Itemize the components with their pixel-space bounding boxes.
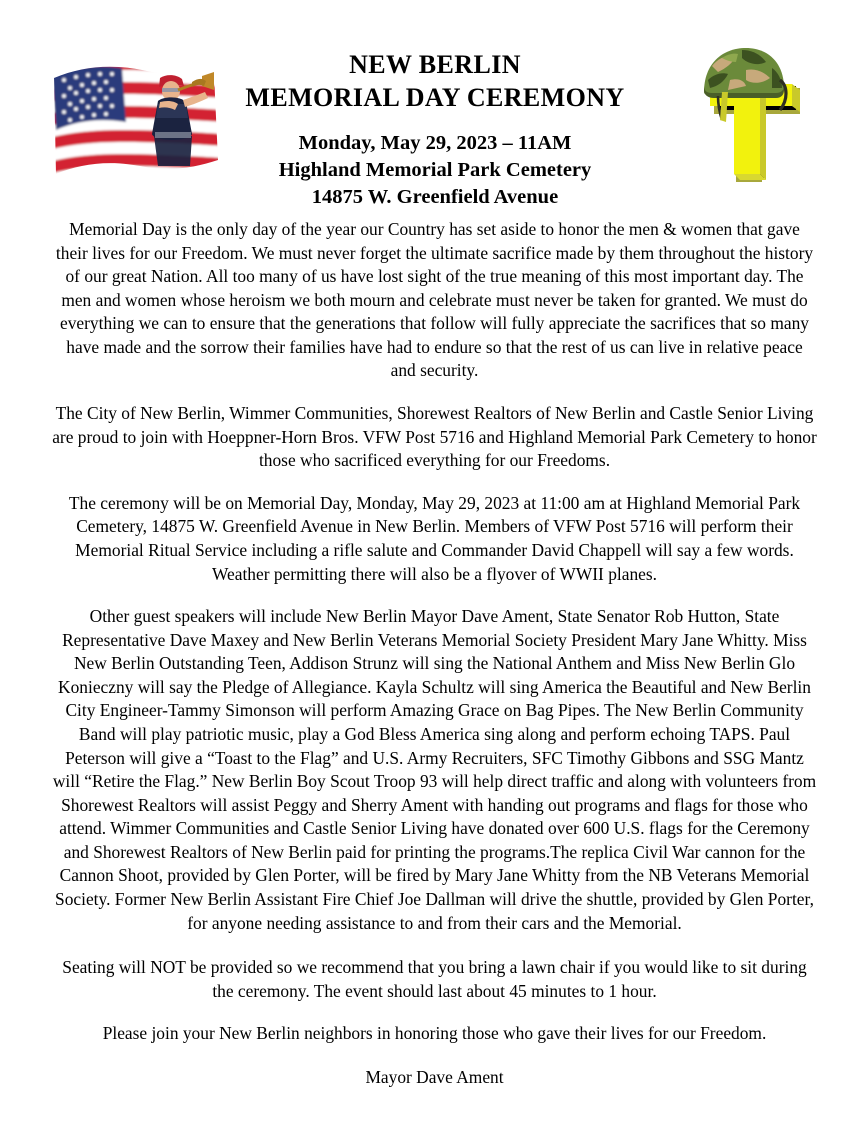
flyer-header — [0, 0, 867, 209]
flyer-body — [52, 218, 817, 1090]
event-datetime: Monday, May 29, 2023 – 11AM — [298, 132, 572, 155]
paragraph-closing-invitation: Please join your New Berlin neighbors in honoring those who gave their lives for our Freedom. — [102, 1023, 767, 1044]
flag-stripes — [42, 48, 224, 196]
paragraph-intro: Memorial Day is the only day of the year our Country has set aside to honor the men & women that gave their lives for our Freedom. We must never forget the ultimate sacrifice made by them throughout the history of our great Nation. All too many of us have lost sight of the true meaning of this most important day. The men and women whose heroism we both mourn and celebrate must never be taken for granted. We must do everything we can to ensure that the generations that follow will fully appreciate the sacrifices that so many have made and the sorrow their families have had to endure so that the rest of us can live in relative peace and security. — [55, 219, 814, 381]
paragraph-ceremony-details: The ceremony will be on Memorial Day, Monday, May 29, 2023 at 11:00 am at Highland Memorial Park Cemetery, 14875 W. Greenfield Avenue in New Berlin. Members of VFW Post 5716 will perform their Memorial Ritual Service including a rifle salute and Commander David Chappell will say a few words. Weather permitting there will also be a flyover of WWII planes. — [68, 492, 801, 584]
american-flag-with-bugler-image — [42, 48, 224, 196]
header-subtitle-block — [200, 130, 670, 211]
event-venue: Highland Memorial Park Cemetery — [278, 159, 592, 182]
paragraph-sponsors: The City of New Berlin, Wimmer Communities, Shorewest Realtors of New Berlin and Castle Senior Living are proud to join with Hoeppner-Horn Bros. VFW Post 5716 and Highland Memorial Park Cemetery to honor those who sacrificed everything for our Freedoms. — [52, 403, 817, 471]
page-title-line-1: NEW BERLIN — [349, 50, 521, 79]
helmet-on-cross-image — [688, 40, 824, 192]
paragraph-seating-notice: Seating will NOT be provided so we recommend that you bring a lawn chair if you would like to sit during the ceremony. The event should last about 45 minutes to 1 hour. — [62, 957, 807, 1001]
page-title-line-2: MEMORIAL DAY CEREMONY — [245, 83, 625, 113]
paragraph-guest-speakers: Other guest speakers will include New Berlin Mayor Dave Ament, State Senator Rob Hutton, State Representative Dave Maxey and New Berlin Veterans Memorial Society President Mary Jane Whitty. Miss New Berlin Outstanding Teen, Addison Strunz will sing the National Anthem and Miss New Berlin Glo Konieczny will say the Pledge of Allegiance. Kayla Schultz will sing America the Beautiful and New Berlin City Engineer-Tammy Simonson will perform Amazing Grace on Bag Pipes. The New Berlin Community Band will play patriotic music, play a God Bless America sing along and perform echoing TAPS. Paul Peterson will give a “Toast to the Flag” and U.S. Army Recruiters, SFC Timothy Gibbons and SSG Mantz will “Retire the Flag.” New Berlin Boy Scout Troop 93 will help direct traffic and along with volunteers from Shorewest Realtors will assist Peggy and Sherry Ament with handing out programs and flags for those who attend. Wimmer Communities and Castle Senior Living have donated over 600 U.S. flags for the Ceremony and Shorewest Realtors of New Berlin paid for printing the programs.The replica Civil War cannon for the Cannon Shoot, provided by Glen Porter, will be fired by Mary Jane Whitty from the NB Veterans Memorial Society. Former New Berlin Assistant Fire Chief Joe Dallman will drive the shuttle, provided by Glen Porter, for anyone needing assistance to and from their cars and the Memorial. — [52, 606, 817, 933]
header-title-block — [200, 48, 670, 211]
event-address: 14875 W. Greenfield Avenue — [311, 186, 559, 209]
signature-line: Mayor Dave Ament — [365, 1066, 504, 1087]
